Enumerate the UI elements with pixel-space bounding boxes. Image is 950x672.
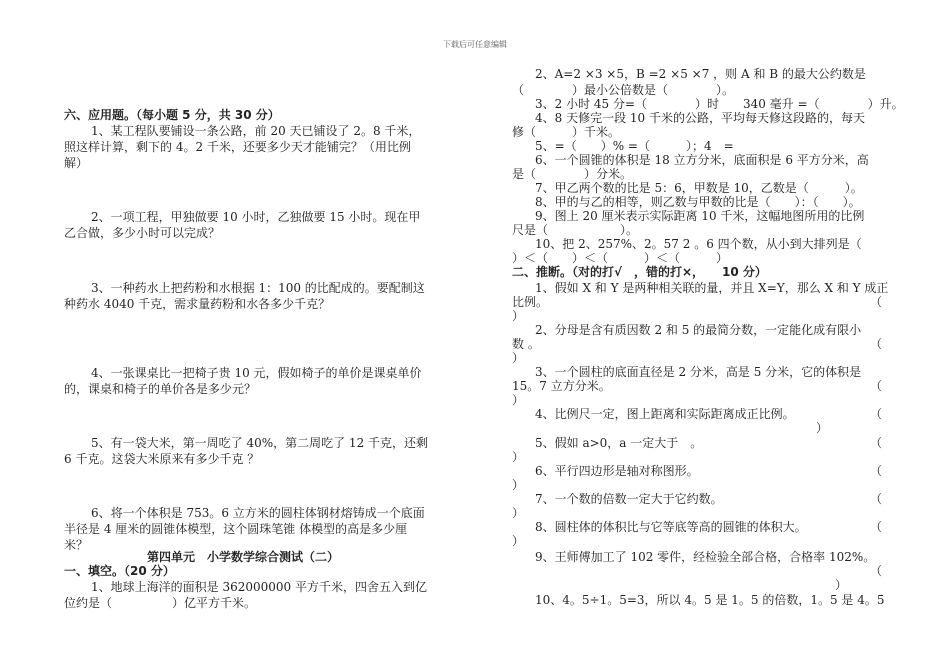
judge9-paren-close: ）	[835, 578, 848, 592]
judge9: 9、王师傅加工了 102 零件，经检验全部合格，合格率 102%。	[535, 550, 876, 564]
judge2-line1: 2、分母是含有质因数 2 和 5 的最简分数，一定能化成有限小	[535, 323, 862, 337]
judge3-paren-open: （	[870, 379, 883, 393]
q6-line1: 6、将一个体积是 753。6 立方米的圆柱体钢材熔铸成一个底面	[91, 506, 425, 520]
q2-line2: 乙合做，多少小时可以完成？	[64, 226, 221, 240]
judge7-paren-open: （	[870, 492, 883, 506]
q2-line1: 2、一项工程，甲独做要 10 小时，乙独做要 15 小时。现在甲	[91, 210, 421, 224]
judge7-paren-close: ）	[512, 506, 525, 520]
judge4-paren-close: ）	[816, 421, 829, 435]
judge4: 4、比例尺一定，图上距离和实际距离成正比例。	[535, 407, 795, 421]
judge2-paren-open: （	[870, 337, 883, 351]
section2-title: 二、推断。（对的打√ ，错的打×， 10 分）	[512, 265, 767, 279]
judge10: 10、4。5÷1。5=3，所以 4。5 是 1。5 的倍数，1。5 是 4。5	[535, 593, 885, 607]
fill6-line2: 是（ ）分米。	[512, 167, 633, 181]
judge7: 7、一个数的倍数一定大于它约数。	[535, 492, 723, 506]
q1-line1: 1、某工程队要铺设一条公路，前 20 天已铺设了 2。8 千米，	[91, 124, 421, 138]
judge8-paren-open: （	[870, 520, 883, 534]
judge9-paren-open: （	[870, 564, 883, 578]
fill5: 5、=（ ）% =（ ）；4 =	[535, 139, 734, 153]
q1-line2: 照这样计算，剩下的 4。2 千米，还要多少天才能铺完？（用比例	[64, 140, 411, 154]
judge5-paren-close: ）	[512, 450, 525, 464]
judge1-line2: 比例。	[512, 295, 549, 309]
fill2-line2: （ ）最小公倍数是（ ）。	[512, 83, 735, 97]
judge3-paren-close: ）	[512, 393, 525, 407]
fill1-line2: 位约是（ ）亿平方千米。	[64, 596, 257, 610]
fill4-line1: 4、8 天修完一段 10 千米的公路，平均每天修这段路的，每天	[535, 111, 865, 125]
judge3-line1: 3、一个圆柱的底面直径是 2 分米，高是 5 分米，它的体积是	[535, 365, 862, 379]
judge8-paren-close: ）	[512, 534, 525, 548]
section6-title: 六、应用题。（每小题 5 分，共 30 分）	[64, 108, 280, 122]
fill6-line1: 6、一个圆锥的体积是 18 立方分米，底面积是 6 平方分米，高	[535, 153, 869, 167]
fill3: 3、2 小时 45 分=（ ）时 340 毫升 =（ ）升。	[535, 97, 904, 111]
fill10-line1: 10、把 2、257%、2。57 2 。6 四个数，从小到大排列是（	[535, 237, 862, 251]
fill4-line2: 修（ ）千米。	[512, 125, 621, 139]
q5-line1: 5、有一袋大米，第一周吃了 40%，第二周吃了 12 千克，还剩	[91, 436, 429, 450]
q6-line3: 米？	[64, 538, 89, 552]
q6-line2: 半径是 4 厘米的圆锥体模型，这个圆珠笔锥 体模型的高是多少厘	[64, 522, 408, 536]
q3-line1: 3、一种药水上把药粉和水根据 1：100 的比配成的。要配制这	[91, 281, 425, 295]
judge1-paren-open: （	[870, 295, 883, 309]
judge1-paren-close: ）	[512, 309, 525, 323]
fill1-line1: 1、地球上海洋的面积是 362000000 平方千米，四舍五入到亿	[91, 580, 427, 594]
judge8: 8、圆柱体的体积比与它等底等高的圆锥的体积大。	[535, 520, 807, 534]
judge5-paren-open: （	[870, 436, 883, 450]
judge5: 5、假如 a>0，a 一定大于 。	[535, 436, 703, 450]
fill2-line1: 2、A=2 ×3 ×5，B =2 ×5 ×7 ，则 A 和 B 的最大公约数是	[535, 67, 866, 81]
fill9-line1: 9、图上 20 厘米表示实际距离 10 千米，这幅地图所用的比例	[535, 209, 865, 223]
judge2-line2: 数 。	[512, 337, 540, 351]
page-header: 下载后可任意编辑	[443, 40, 507, 49]
q4-line1: 4、一张课桌比一把椅子贵 10 元，假如椅子的单价是课桌单价	[91, 366, 422, 380]
judge6: 6、平行四边形是轴对称图形。	[535, 464, 699, 478]
unit-title: 第四单元 小学数学综合测试（二）	[147, 550, 340, 564]
judge6-paren-open: （	[870, 464, 883, 478]
q3-line2: 种药水 4040 千克，需求量药粉和水各多少千克？	[64, 297, 331, 311]
fill9-line2: 尺是（ ）。	[512, 223, 639, 237]
judge3-line2: 15。7 立方分米。	[512, 379, 611, 393]
judge4-paren-open: （	[870, 407, 883, 421]
fill10-line2: ）＜（ ）＜（ ）＜（ ）	[512, 251, 729, 265]
judge2-paren-close: ）	[512, 351, 525, 365]
fill8: 8、甲的与乙的相等，则乙数与甲数的比是（ ）：（ ）。	[535, 195, 861, 209]
fill7: 7、甲乙两个数的比是 5：6，甲数是 10，乙数是（ ）。	[535, 181, 863, 195]
judge6-paren-close: ）	[512, 478, 525, 492]
q1-line3: 解）	[64, 156, 89, 170]
q5-line2: 6 千克。这袋大米原来有多少千克 ？	[64, 452, 260, 466]
judge1-line1: 1、假如 X 和 Y 是两种相关联的量，并且 X=Y，那么 X 和 Y 成正	[535, 281, 889, 295]
q4-line2: 的，课桌和椅子的单价各是多少元？	[64, 382, 257, 396]
section1-title: 一、填空。（20 分）	[64, 564, 175, 578]
